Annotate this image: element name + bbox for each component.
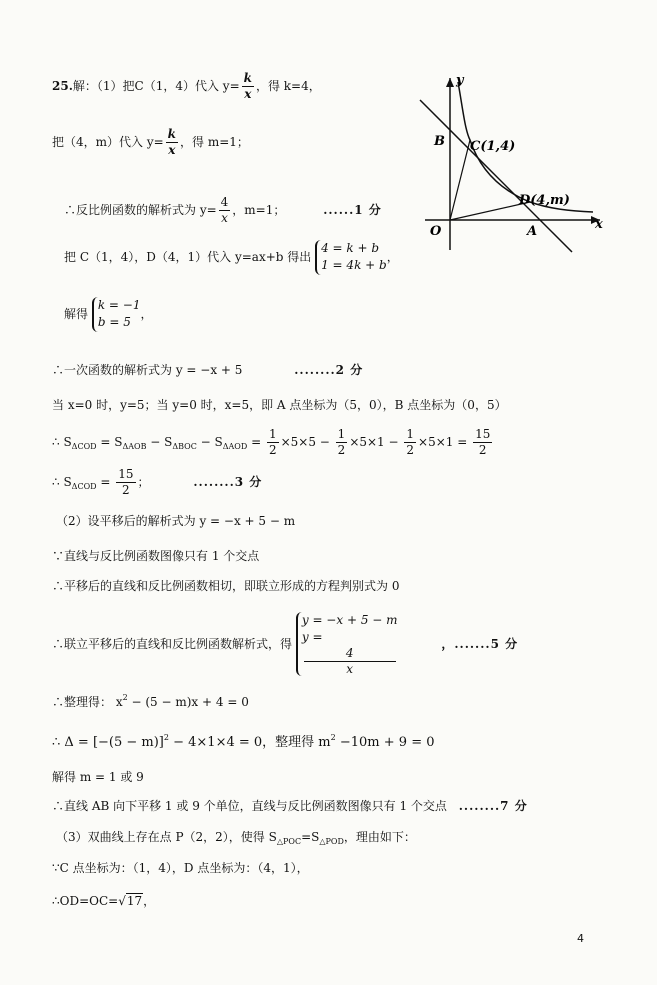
point-c-label: C(1,4) (470, 139, 516, 154)
score-5: ，.......5 分 (441, 637, 519, 652)
function-graph (415, 70, 610, 260)
line-4: 把 C（1，4），D（4，1）代入 y=ax+b 得出 4 = k + b 1 = 4k + b ， (64, 240, 399, 275)
line-15: ∴ $\Delta = [-(5 - m)]^2 - 4\times 1\times 4 = 0$，整理得 $m^2 -10m + 9 = 0$ (52, 733, 435, 750)
line-10: （2）设平移后的解析式为 y = −x + 5 − m (56, 514, 296, 528)
y-arrow-icon (446, 78, 454, 87)
line-ab (420, 100, 572, 252)
line-5: 解得 k = −1 b = 5 ， (64, 297, 153, 332)
segment-od (450, 202, 530, 220)
line-2: 把（4，m）代入 y= $\frac{k}{x}$ ，得 m=1； (52, 127, 249, 158)
score-2: ........2 分 (294, 363, 364, 377)
point-a-label: A (527, 224, 538, 239)
line-7: 当 x=0 时，y=5；当 y=0 时，x=5，即 A 点坐标为（5，0），B 点坐标为（0，5） (52, 398, 507, 412)
line-16: 解得 m = 1 或 9 (52, 770, 144, 784)
equation-system-1: 4 = k + b 1 = 4k + b (315, 240, 387, 275)
fraction-k-over-x: $\frac{k}{x}$ (243, 71, 252, 102)
point-d-label: D(4,m) (519, 193, 570, 208)
problem-number: 25. (52, 79, 73, 94)
line-17: ∴直线 AB 向下平移 1 或 9 个单位，直线与反比例函数图像只有 1 个交点 ........7 分 (52, 799, 528, 813)
line-9: ∴ $S_{\Delta COD}$ = $\frac{15}{2}$ ； ........3 分 (52, 467, 263, 498)
line-1: 25.解：（1）把C（1，4）代入 y= $\frac{k}{x}$ ，得 k=4， (52, 71, 321, 102)
equation-system-3: y = −x + 5 − m y = 4 x (296, 612, 398, 676)
page-number: 4 (577, 932, 584, 945)
line-11: ∵直线与反比例函数图像只有 1 个交点 (52, 549, 260, 563)
line-8: ∴ $S_{\Delta COD} = S_{\Delta AOB} - S_{\Delta BOC} - S_{\Delta AOD}$ = $\frac{1}{2}$ ×5×5 − $\frac{1}{2}$ ×5×1 − $\frac{1}{2}$ ×5×1 = $\frac{15}{2}$ (52, 427, 491, 458)
line-20: ∴OD=OC=√17， (52, 894, 156, 908)
point-b-label: B (434, 134, 445, 149)
line-6: ∴一次函数的解析式为 y = −x + 5 ........2 分 (52, 363, 364, 377)
fraction-4-over-x: $\frac{4}{x}$ (220, 195, 229, 226)
line-12: ∴平移后的直线和反比例函数相切，即联立形成的方程判别式为 0 (52, 579, 400, 593)
line-19: ∵C 点坐标为：（1，4），D 点坐标为：（4，1）， (52, 861, 309, 875)
origin-label: O (430, 224, 442, 239)
equation-system-2: k = −1 b = 5 (92, 297, 141, 332)
segment-oc (450, 140, 470, 220)
line-18: （3）双曲线上存在点 P（2，2），使得 $S_{\triangle POC}=S_{\triangle POD}$，理由如下： (56, 830, 416, 846)
result-fraction: $\frac{15}{2}$ (475, 427, 491, 458)
x-axis-label: x (595, 217, 603, 232)
score-3: ........3 分 (193, 475, 263, 490)
line-14: ∴整理得： $x^2 - (5 - m)x + 4 = 0$ (52, 693, 249, 709)
line-13: ∴联立平移后的直线和反比例函数解析式，得 y = −x + 5 − m y = 4 x ，.......5 分 (52, 613, 519, 676)
line-3: ∴反比例函数的解析式为 y= $\frac{4}{x}$ ，m=1； ......1 分 (64, 195, 382, 226)
score-1: ......1 分 (323, 203, 382, 218)
fraction-k-over-x-2: $\frac{k}{x}$ (167, 127, 176, 158)
y-axis-label: y (456, 73, 464, 88)
score-7: ........7 分 (458, 799, 528, 813)
